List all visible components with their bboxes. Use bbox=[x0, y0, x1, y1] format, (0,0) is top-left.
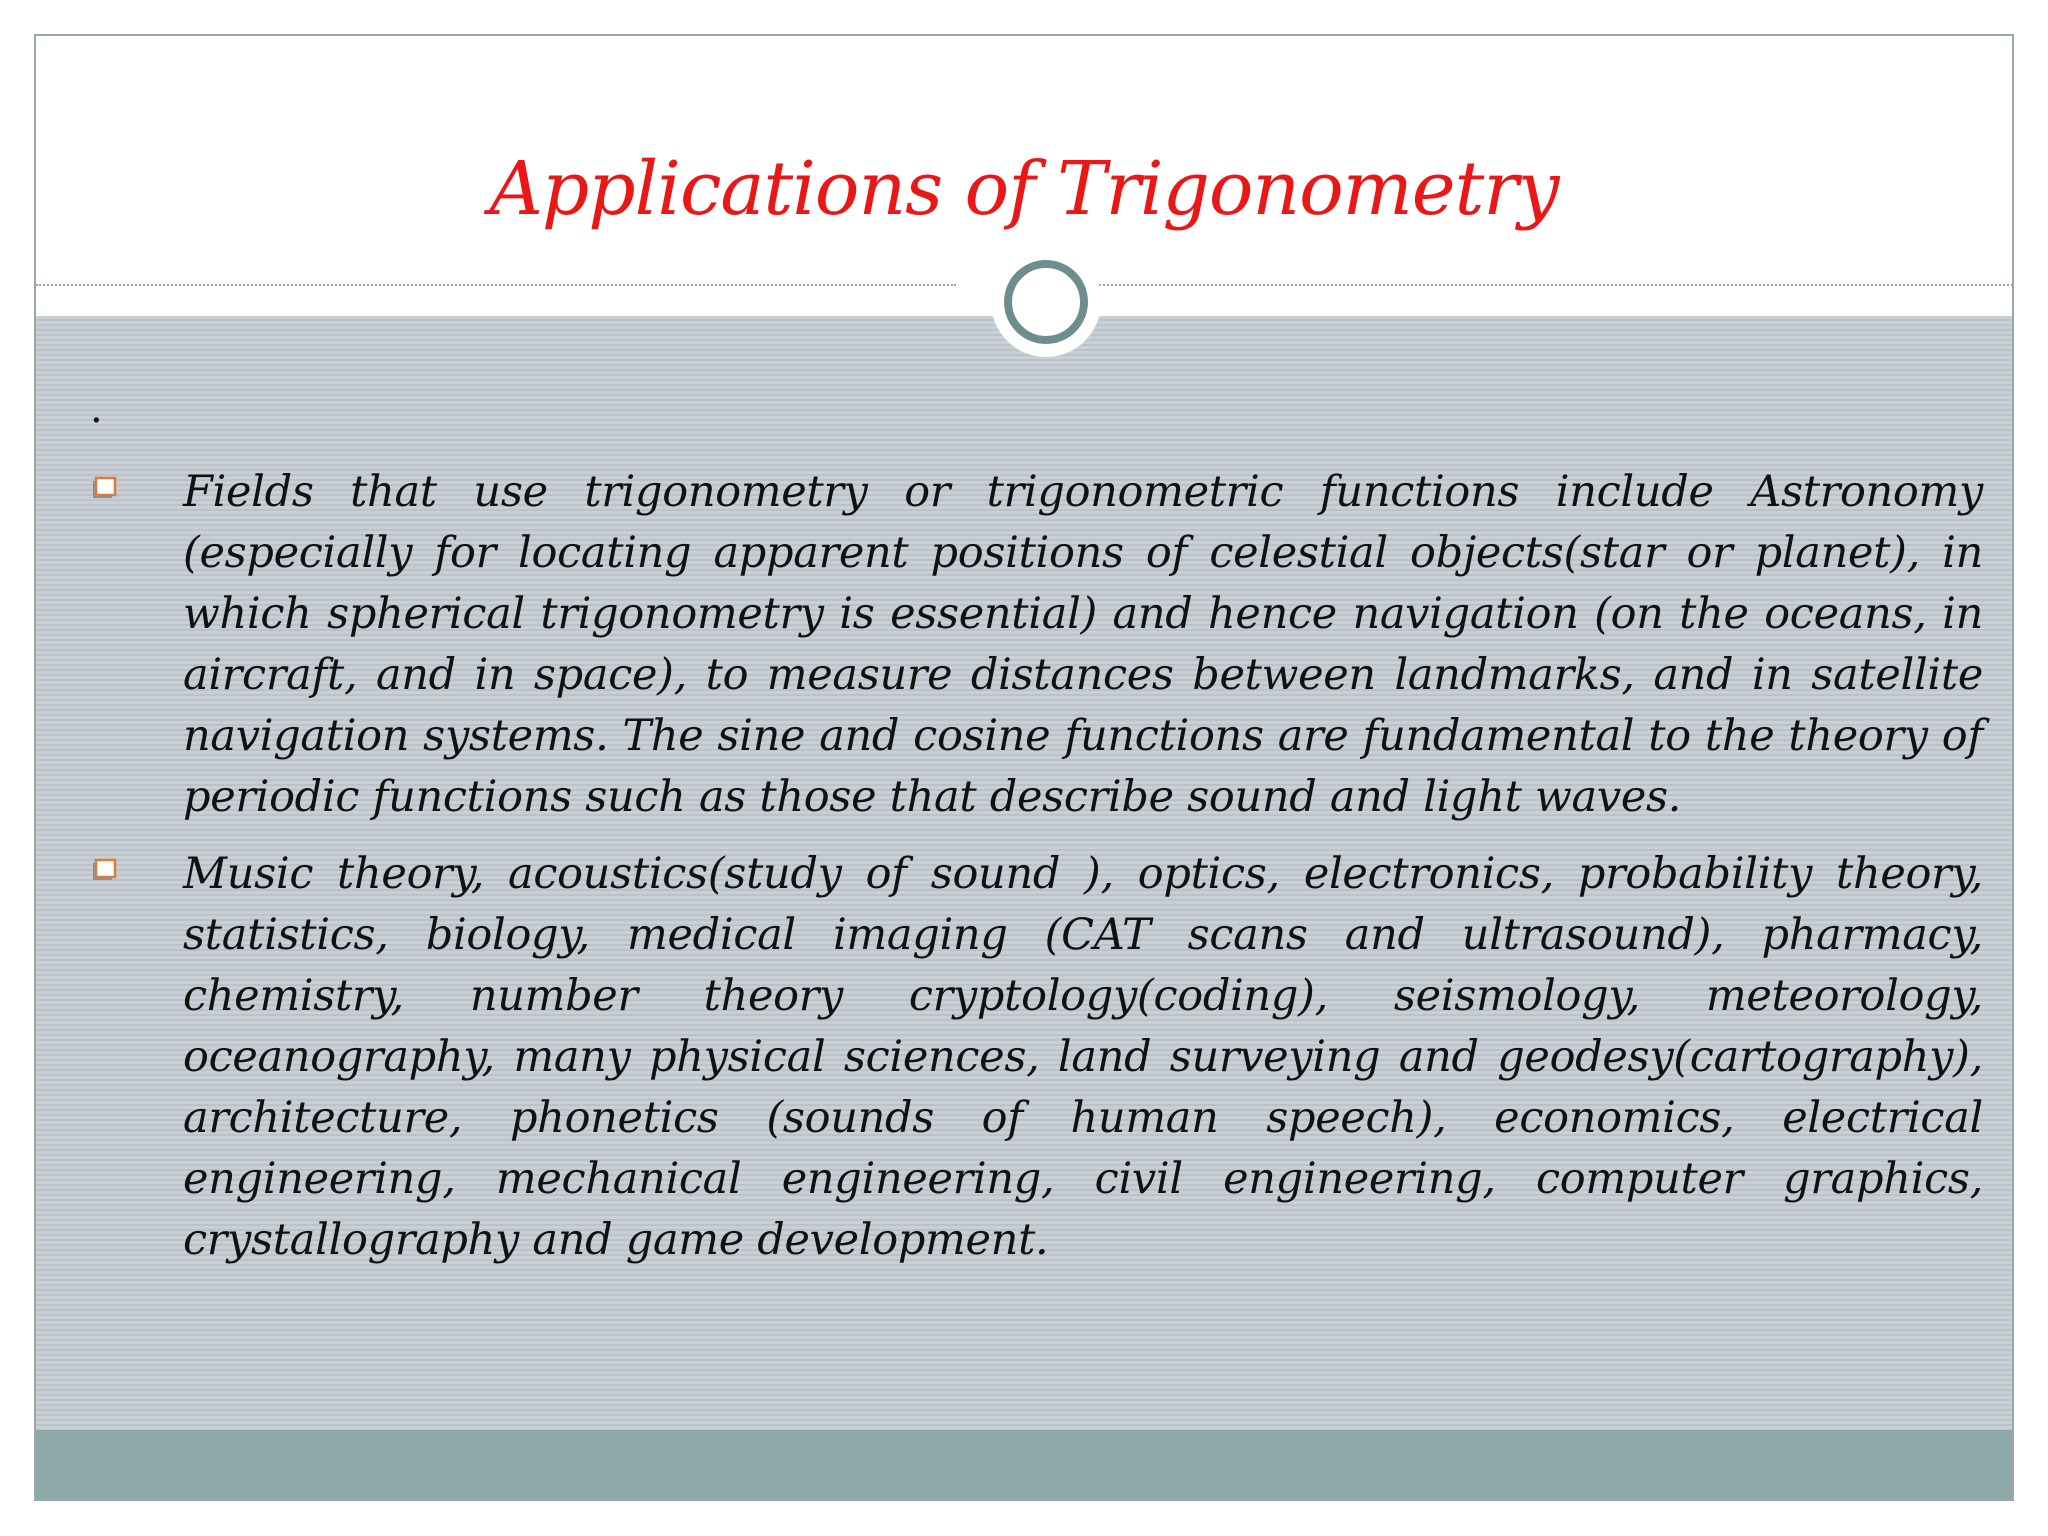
hollow-square-bullet-icon bbox=[91, 858, 117, 882]
stray-dot: . bbox=[90, 386, 103, 432]
slide-title: Applications of Trigonometry bbox=[489, 146, 1559, 232]
ring-inner bbox=[1004, 260, 1088, 344]
bullet-text: Music theory, acoustics(study of sound ), optics, electronics, probability theory, statistics, biology, medical imaging (CAT scans and ultrasound), pharmacy, chemistry, number theory cryptology(coding), seismology, meteorology, oceanography, many physical sciences, land surveying and geodesy(cartography), architecture, phonetics (sounds of human speech), economics, electrical engineering, mechanical engineering, civil engineering, computer graphics, crystallography and game development. bbox=[183, 849, 1983, 1265]
bullet-text: Fields that use trigonometry or trigonometric functions include Astronomy (especially for locating apparent positions of celestial objects(star or planet), in which spherical trigonometry is essential) and hence navigation (on the oceans, in aircraft, and in space), to measure distances between landmarks, and in satellite navigation systems. The sine and cosine functions are fundamental to the theory of periodic functions such as those that describe sound and light waves. bbox=[183, 467, 1983, 822]
bullet-list bbox=[91, 462, 1983, 1287]
footer-band bbox=[36, 1430, 2012, 1499]
bullet-item-music-theory bbox=[91, 844, 1983, 1271]
bullet-item-fields bbox=[91, 462, 1983, 828]
header-divider-right bbox=[1096, 284, 2014, 286]
hollow-square-bullet-icon bbox=[91, 476, 117, 500]
ring-divider-icon bbox=[991, 247, 1101, 357]
slide bbox=[34, 34, 2014, 1501]
header-divider-left bbox=[36, 284, 956, 286]
